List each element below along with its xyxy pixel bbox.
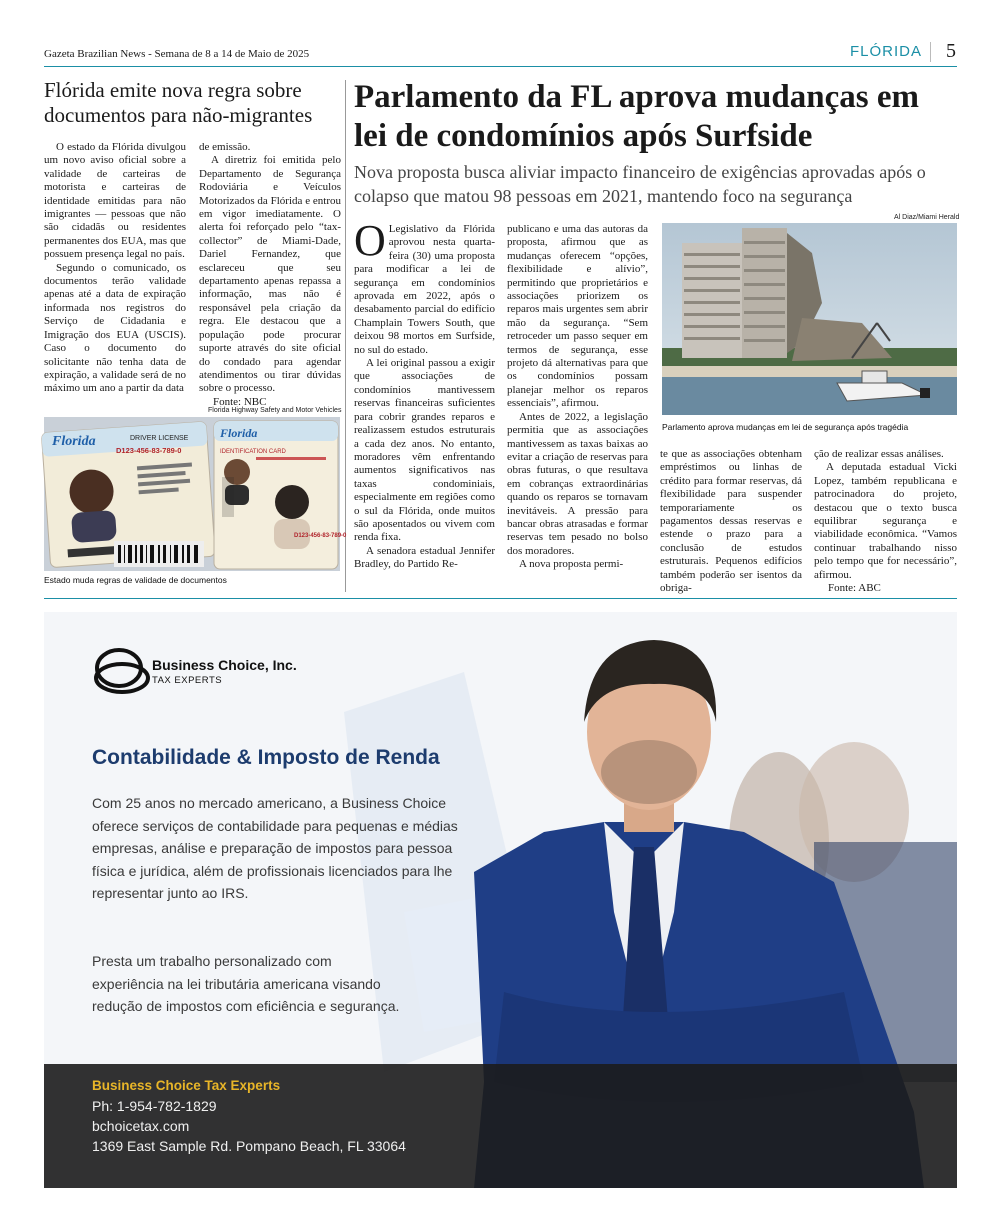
- ad-address: 1369 East Sample Rd. Pompano Beach, FL 33064: [92, 1138, 406, 1154]
- main-deck: Nova proposta busca aliviar impacto financeiro de exigências aprovadas após o colapso que matou 98 pessoas em 2021, mantendo foco na segurança: [354, 162, 926, 206]
- license-number-2: D123-456-83-789-0: [294, 533, 347, 539]
- ad-paragraph-1: Com 25 anos no mercado americano, a Business Choice oferece serviços de contabilidade para pequenas e médias empresas, análise e preparação de impostos para pessoa física e jurídica, além de profissionais licenciados para lhe representar junto ao IRS.: [92, 795, 458, 901]
- license-number-1: D123-456-83-789-0: [116, 446, 182, 455]
- left-story-headline: Flórida emite nova regra sobre documentos para não-migrantes: [44, 78, 313, 127]
- paragraph: A nova proposta permi-: [519, 558, 624, 571]
- main-col2: [507, 223, 648, 572]
- business-choice-ad: [44, 612, 957, 1188]
- main-col3: [660, 448, 802, 595]
- paragraph: A diretriz foi emitida pelo Departamento de Segurança Rodoviária e Veículos Motorizados da Flórida e entrou em vigor imediatamente. O alerta foi reforçado pelo “tax-collector” de Miami-Dade, Dariel Fernandez, que esclareceu que seu departamento apenas repassa a informação, mas não é responsável pela criação da regra. Ele destacou que a população pode procurar suporte através do site oficial do condado para agendar atendimentos ou tirar dúvidas sobre o processo.: [199, 154, 341, 395]
- ad-contact-name: Business Choice Tax Experts: [92, 1078, 281, 1093]
- main-col4: [814, 448, 957, 595]
- publication-line: Gazeta Brazilian News - Semana de 8 a 14 de Maio de 2025: [44, 48, 310, 60]
- paragraph-text: Legislativo da Flórida aprovou nesta quarta-feira (30) uma proposta para modificar a lei de segurança em condomínios aprovada em 2022, após o desabamento parcial do edifício Champlain Towers South, que deixou 98 mortos em Surfside, no sul do estado.: [354, 223, 495, 356]
- paragraph: te que as associações obtenham empréstimos ou linhas de crédito para formar reservas, dá flexibilidade para suspender temporariamente os pagamentos dessas reservas e estende o prazo para a conclusão de estudos estruturais. Pequenos edifícios também poderão ser isentos da obriga-: [660, 448, 802, 595]
- paragraph: Segundo o comunicado, os documentos terão validade apenas até a data de expiração informada nos registros do Serviço de Cidadania e Imigração dos EUA (USCIS). Caso o documento do solicitante não tenha data de expiração, a validade será de no máximo um ano a partir da data: [44, 261, 186, 395]
- license-title-2: IDENTIFICATION CARD: [220, 449, 286, 455]
- paragraph: O estado da Flórida divulgou um novo aviso oficial sobre a validade de carteiras de motorista e carteiras de identidade emitidas para não imigrantes — pessoas que não são cidadãs ou residentes permanentes dos EUA, mas que possuem presença legal no país.: [44, 141, 186, 261]
- left-story-col2: [199, 141, 341, 409]
- ad-website[interactable]: bchoicetax.com: [92, 1118, 190, 1134]
- header-divider: [930, 42, 931, 62]
- license-title-1: DRIVER LICENSE: [130, 435, 189, 442]
- paragraph: A senadora estadual Jennifer Bradley, do Partido Re-: [354, 544, 495, 571]
- page-number: 5: [946, 40, 956, 62]
- paragraph: ção de realizar essas análises.: [814, 448, 944, 460]
- source-line: Fonte: NBC: [213, 395, 267, 408]
- paragraph: Antes de 2022, a legislação permitia que as associações mantivessem as taxas baixas ao evitar a criação de reservas para obras futuras, o que resultava em cobranças extraordinárias quando os reparos se tornavam inevitáveis. A pressão para bancar obras atrasadas e formar reservas tem pesado no bolso dos moradores.: [507, 410, 648, 557]
- photo-caption-main: Parlamento aprova mudanças em lei de segurança após tragédia: [662, 422, 909, 432]
- main-col1: [354, 216, 495, 572]
- paragraph: A lei original passou a exigir que associações de condomínios mantivessem reservas financeiras suficientes para cobrir grandes reparos e realizassem estudos estruturais a cada dez anos. No entanto, moradores vêm enfrentando aumentos significativos nas taxas condominiais, especialmente em regiões como o sul da Flórida, onde muitos são aposentados ou vivem com renda fixa.: [354, 357, 495, 544]
- license-state-1: Florida: [52, 434, 96, 449]
- photo-credit-main: Al Diaz/Miami Herald: [894, 214, 960, 221]
- drop-cap: O: [354, 216, 386, 265]
- source-line: Fonte: ABC: [828, 582, 881, 595]
- left-story-col1: [44, 141, 186, 396]
- main-headline: Parlamento da FL aprova mudanças em lei de condomínios após Surfside: [354, 79, 919, 154]
- license-photo: [44, 417, 347, 571]
- license-state-2: Florida: [220, 426, 258, 440]
- header-rule: [44, 66, 957, 67]
- ad-tagline: TAX EXPERTS: [152, 675, 223, 686]
- building-illustration: [662, 223, 957, 415]
- section-label: FLÓRIDA: [850, 43, 923, 60]
- building-photo: [662, 223, 957, 415]
- ad-company: Business Choice, Inc.: [152, 657, 297, 673]
- ad-phone[interactable]: Ph: 1-954-782-1829: [92, 1098, 217, 1114]
- ad-paragraph-2: Presta um trabalho personalizado com experiência na lei tributária americana visando redução de impostos com eficiência e segurança.: [92, 953, 400, 1014]
- paragraph: A deputada estadual Vicki Lopez, também republicana e patrocinadora do projeto, destacou que o texto busca equilibrar segurança e viabilidade econômica. “Vamos continuar trabalhando nisso pelo tempo que for necessário”, afirmou.: [814, 461, 957, 581]
- paragraph: [354, 216, 495, 357]
- paragraph: publicano e uma das autoras da proposta, afirmou que as mudanças oferecem “opções, flexibilidade e alívio”, permitindo que proprietários e associações priorizem os reparos mais urgentes sem abrir mão da segurança. “Sem retroceder um passo sequer em termos de segurança, esse projeto dá alternativas para que os condomínios possam planejar melhor os reparos essenciais”, afirmou.: [507, 223, 648, 410]
- photo-caption: Estado muda regras de validade de documentos: [44, 575, 227, 585]
- paragraph: de emissão.: [199, 141, 251, 153]
- column-rule: [345, 80, 346, 592]
- license-illustration: [44, 417, 347, 571]
- bottom-rule: [44, 598, 957, 599]
- photo-credit: Florida Highway Safety and Motor Vehicles: [208, 407, 342, 414]
- ad-headline: Contabilidade & Imposto de Renda: [92, 746, 440, 769]
